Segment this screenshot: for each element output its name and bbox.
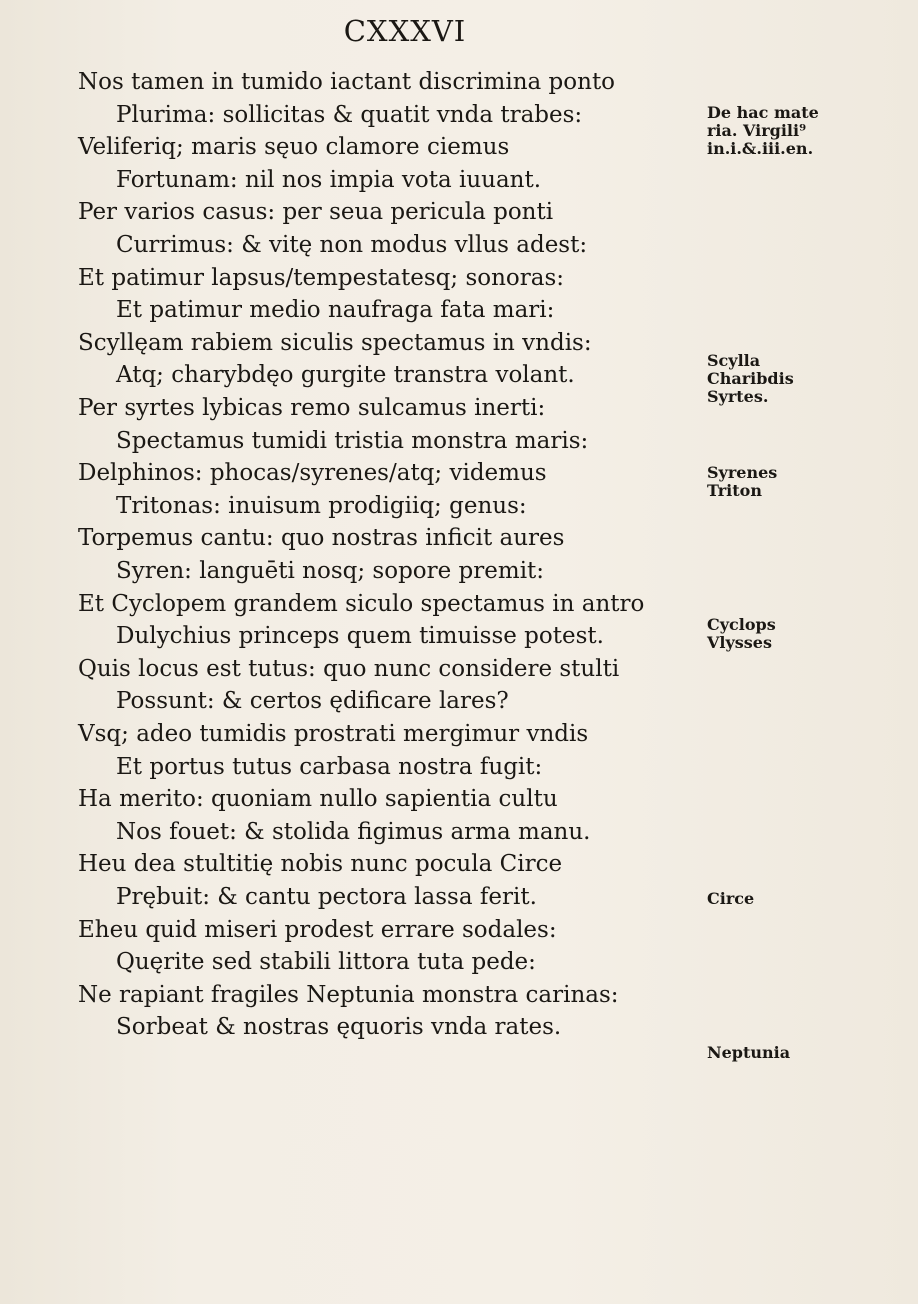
verse-line: Eheu quid miseri prodest errare sodales: xyxy=(78,916,557,943)
margin-gloss xyxy=(707,352,897,406)
verse-line: Plurima: sollicitas & quatit vnda trabes: xyxy=(116,101,583,128)
verse-line: Dulychius princeps quem timuisse potest. xyxy=(116,623,604,650)
verse-line: Sorbeat & nostras ęquoris vnda rates. xyxy=(116,1014,562,1041)
gloss-line: Circe xyxy=(707,889,755,908)
verse-line: Per varios casus: per seua pericula ponti xyxy=(78,199,554,226)
margin-gloss xyxy=(707,104,897,158)
gloss-line: Triton xyxy=(707,481,762,500)
gloss-line: Charibdis xyxy=(707,369,794,388)
verse-line: Quis locus est tutus: quo nunc considere stulti xyxy=(78,655,620,682)
verse-line: Heu dea stultitię nobis nunc pocula Circe xyxy=(78,851,563,878)
folio-number: CXXXVI xyxy=(343,14,467,48)
gloss-line: Neptunia xyxy=(707,1043,791,1062)
verse-line: Delphinos: phocas/syrenes/atq; videmus xyxy=(78,460,547,487)
gloss-line: Scylla xyxy=(707,351,761,370)
verse-line: Tritonas: inuisum prodigiiq; genus: xyxy=(116,492,527,519)
margin-gloss xyxy=(707,616,897,652)
margin-gloss xyxy=(707,890,897,908)
verse-line: Quęrite sed stabili littora tuta pede: xyxy=(116,949,536,976)
verse-line: Per syrtes lybicas remo sulcamus inerti: xyxy=(78,395,546,421)
verse-line: Atq; charybdęo gurgite transtra volant. xyxy=(116,362,575,389)
verse-line: Ha merito: quoniam nullo sapientia cultu xyxy=(78,786,558,813)
verse-line: Et patimur medio naufraga fata mari: xyxy=(116,297,555,324)
verse-line: Scyllęam rabiem siculis spectamus in vndis: xyxy=(78,329,592,356)
verse-line: Veliferiq; maris sęuo clamore ciemus xyxy=(78,134,510,161)
gloss-line: Cyclops xyxy=(707,615,776,634)
verse-line: Spectamus tumidi tristia monstra maris: xyxy=(116,427,589,454)
gloss-line: in.i.&.iii.en. xyxy=(707,139,814,158)
gloss-line: Syrtes. xyxy=(707,387,769,406)
verse-line: Et portus tutus carbasa nostra fugit: xyxy=(116,753,543,780)
verse-line: Torpemus cantu: quo nostras inficit aures xyxy=(78,525,565,552)
verse-line: Prębuit: & cantu pectora lassa ferit. xyxy=(116,884,537,910)
verse-line: Nos fouet: & stolida figimus arma manu. xyxy=(116,818,591,845)
verse-line: Vsq; adeo tumidis prostrati mergimur vndis xyxy=(78,721,589,747)
verse-line: Syren: languēti nosq; sopore premit: xyxy=(116,558,545,584)
verse-line: Et patimur lapsus/tempestatesq; sonoras: xyxy=(78,264,565,291)
verse-line: Ne rapiant fragiles Neptunia monstra carinas: xyxy=(78,981,619,1008)
verse-line: Currimus: & vitę non modus vllus adest: xyxy=(116,232,588,258)
margin-gloss xyxy=(707,1044,897,1062)
margin-gloss xyxy=(707,464,897,500)
gloss-line: Vlysses xyxy=(707,633,772,652)
verse-line: Fortunam: nil nos impia vota iuuant. xyxy=(116,166,542,193)
gloss-line: De hac mate xyxy=(707,103,819,122)
verse-line: Possunt: & certos ędificare lares? xyxy=(116,688,509,715)
gloss-line: Syrenes xyxy=(707,463,778,482)
gloss-line: ria. Virgili⁹ xyxy=(707,121,807,140)
verse-line: Et Cyclopem grandem siculo spectamus in antro xyxy=(78,590,645,617)
verse-line: Nos tamen in tumido iactant discrimina ponto xyxy=(78,69,616,95)
